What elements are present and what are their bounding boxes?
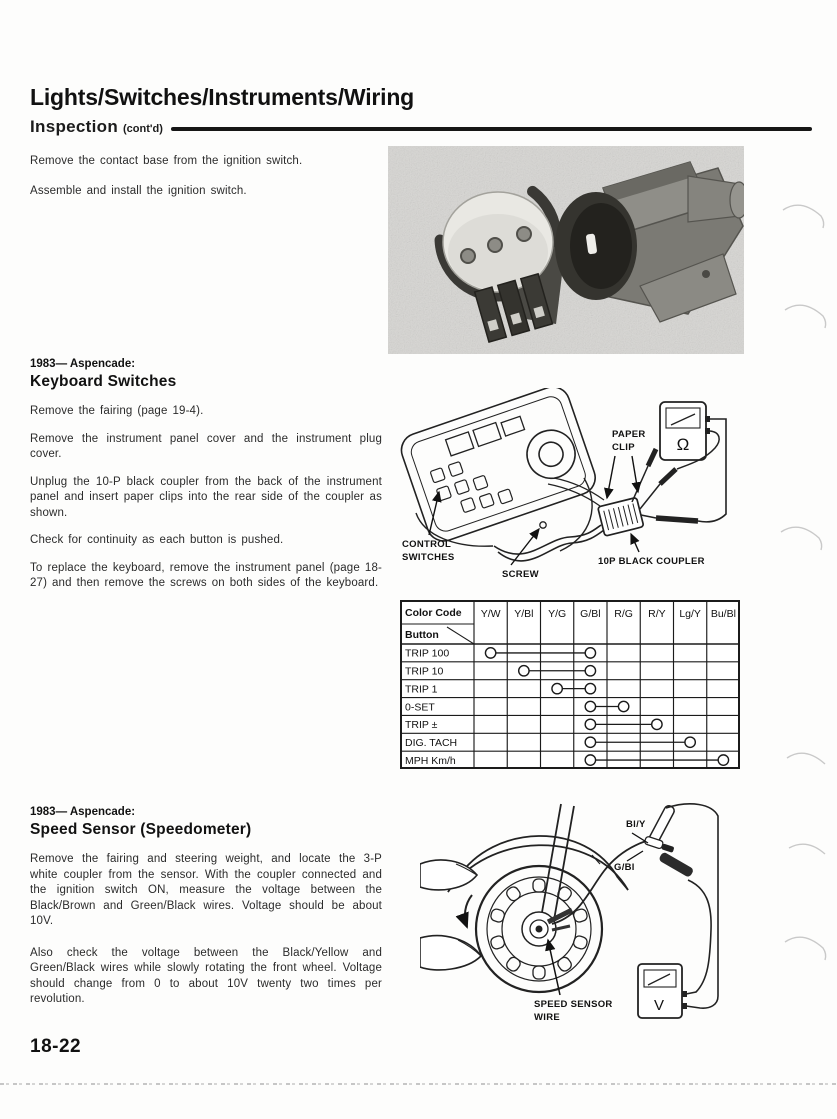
svg-text:G/Bl: G/Bl [580, 608, 601, 620]
page-title: Lights/Switches/Instruments/Wiring [30, 84, 415, 110]
svg-text:Lg/Y: Lg/Y [679, 608, 701, 620]
keyboard-section [30, 358, 382, 604]
svg-text:Y/Bl: Y/Bl [514, 608, 534, 620]
paragraph: Remove the instrument panel cover and the instrument plug cover. [30, 432, 382, 460]
paragraph: Remove the fairing and steering weight, and locate the 3-P white coupler from the sensor. With the coupler connected and the ignition switch ON, measure the voltage between the Black/Brown and Green/Black wires. Voltage should be about 10V. [30, 853, 382, 927]
svg-text:TRIP 1: TRIP 1 [405, 683, 438, 696]
ignition-switch-photo [388, 146, 744, 354]
bly-wire-label: Bl/Y [626, 819, 646, 830]
ohm-symbol: Ω [676, 435, 690, 454]
page-curl-marks [775, 180, 837, 1010]
paragraph: Check for continuity as each button is pushed. [30, 534, 284, 546]
keyboard-heading: Keyboard Switches [30, 373, 177, 390]
svg-text:TRIP 100: TRIP 100 [405, 647, 450, 660]
svg-text:Button: Button [405, 629, 439, 641]
paragraph: Assemble and install the ignition switch. [30, 184, 247, 197]
paragraph: To replace the keyboard, remove the instrument panel (page 18-27) and then remove the screws on both sides of the keyboard. [30, 561, 382, 589]
svg-text:R/Y: R/Y [648, 608, 666, 620]
continuity-table [400, 600, 740, 769]
paragraph: Unplug the 10-P black coupler from the back of the instrument panel and insert paper clips into the rear side of the coupler as shown. [30, 475, 382, 519]
paragraph: Remove the contact base from the ignition switch. [30, 155, 303, 167]
coupler-label: 10P BLACK COUPLER [598, 556, 705, 567]
model-label: 1983— Aspencade: [30, 806, 136, 818]
page-number: 18-22 [30, 1036, 82, 1057]
section-rule [171, 127, 812, 131]
control-switches-label: CONTROL SWITCHES [402, 539, 455, 563]
section-header [30, 117, 812, 137]
model-label: 1983— Aspencade: [30, 358, 136, 370]
page-edge-line [0, 1083, 837, 1085]
svg-text:Y/G: Y/G [548, 608, 567, 620]
svg-text:Color Code: Color Code [405, 607, 462, 619]
gbl-wire-label: G/Bl [614, 862, 635, 873]
section-heading: Inspection [30, 117, 119, 136]
ignition-instructions [30, 154, 382, 211]
svg-text:TRIP ±: TRIP ± [405, 719, 438, 732]
svg-text:TRIP 10: TRIP 10 [405, 665, 444, 678]
screw-label: SCREW [502, 569, 539, 580]
svg-text:Y/W: Y/W [480, 608, 501, 620]
svg-text:DIG. TACH: DIG. TACH [405, 737, 458, 750]
speed-sensor-heading: Speed Sensor (Speedometer) [30, 821, 252, 838]
paragraph: Remove the fairing (page 19-4). [30, 405, 204, 417]
svg-text:Bu/Bl: Bu/Bl [710, 608, 736, 620]
paragraph: Also check the voltage between the Black/Yellow and Green/Black wires while slowly rotating the front wheel. Voltage should change from 0 to about 10V twenty two times per revolution. [30, 946, 382, 1005]
svg-text:R/G: R/G [614, 608, 633, 620]
volt-symbol: V [653, 997, 665, 1014]
speed-sensor-wire-label: SPEED SENSOR WIRE [534, 999, 613, 1023]
svg-text:MPH Km/h: MPH Km/h [405, 754, 456, 767]
paper-clip-label: PAPER CLIP [612, 429, 646, 453]
svg-text:0-SET: 0-SET [405, 701, 435, 714]
section-note: (cont'd) [123, 122, 163, 135]
speed-sensor-section [30, 806, 382, 1020]
